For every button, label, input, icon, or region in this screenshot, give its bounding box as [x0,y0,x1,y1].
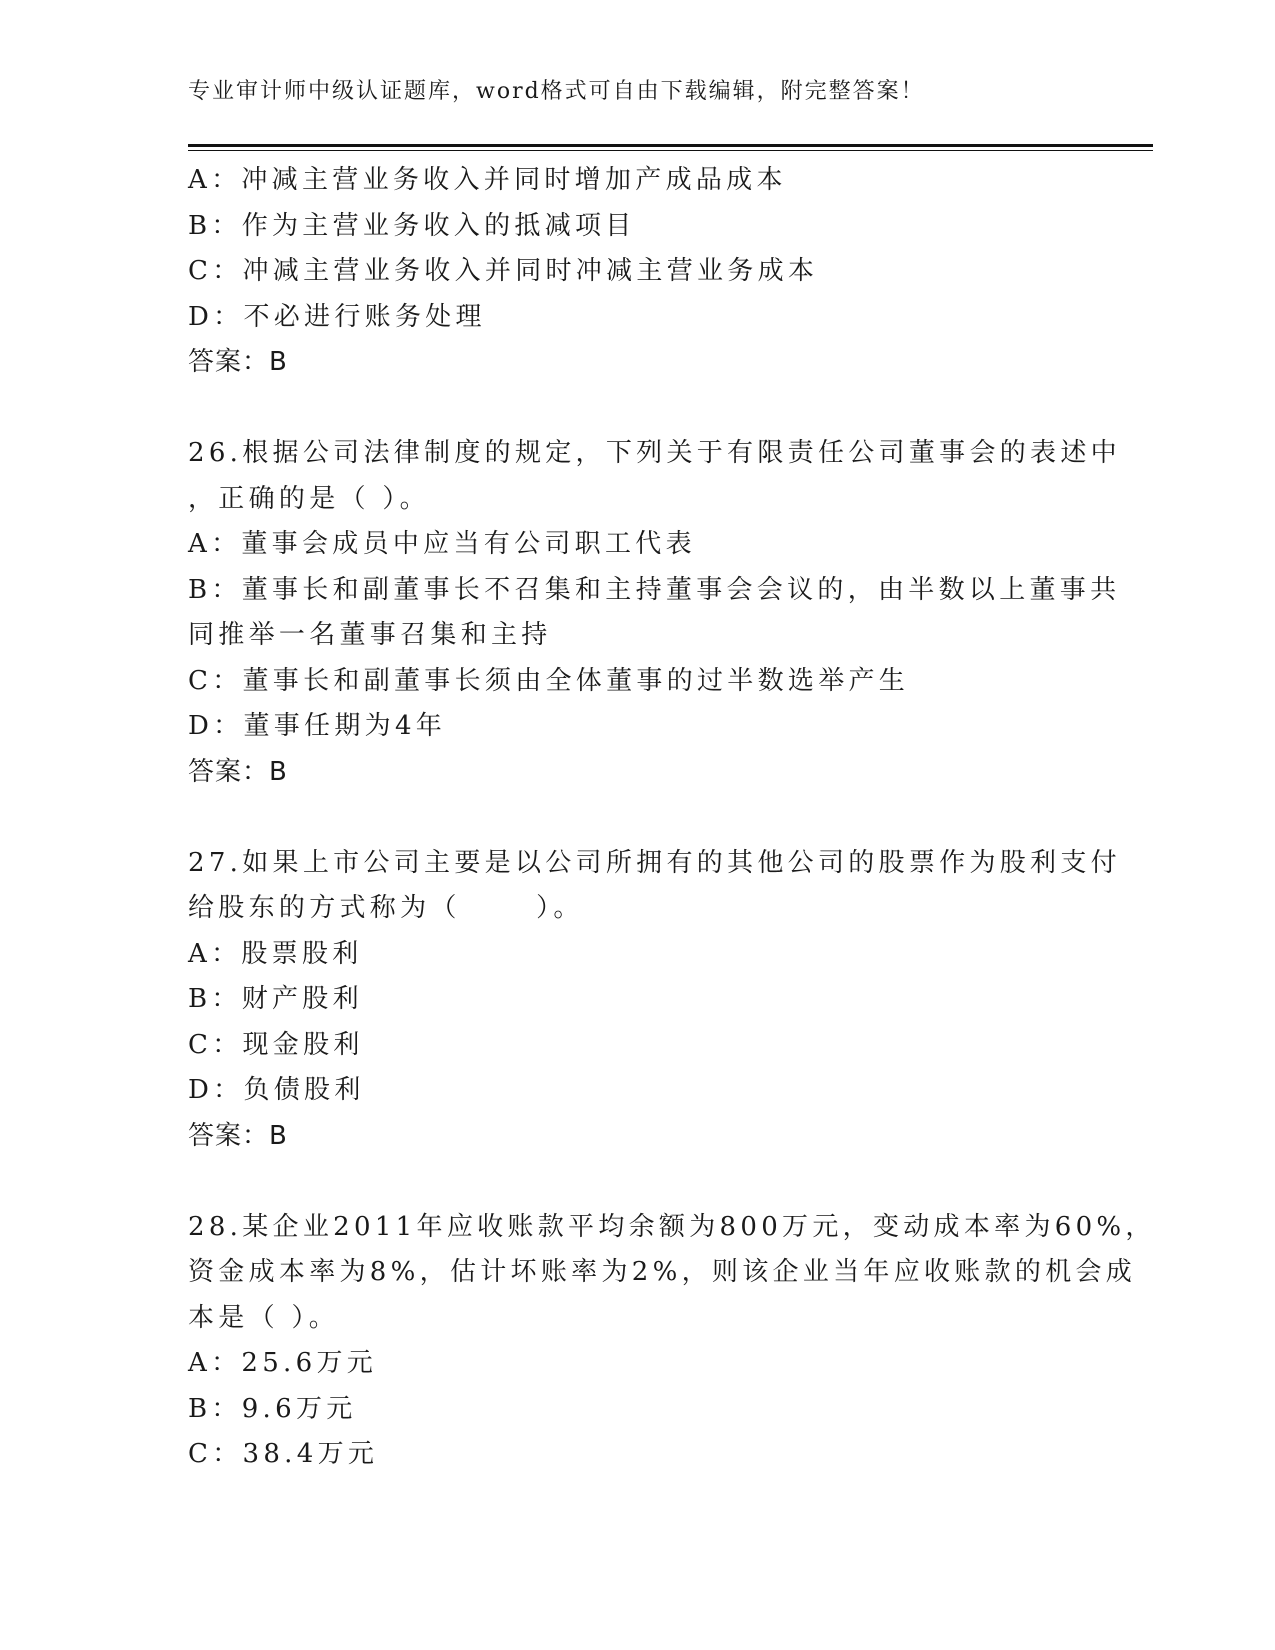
answer-text: 答案：B [188,756,288,787]
question-block [188,431,1121,795]
question-block [188,158,1088,386]
option-b-continued: 同推举一名董事召集和主持 [188,620,552,650]
option-c: C：冲减主营业务收入并同时冲减主营业务成本 [188,256,819,286]
option-d: D：负债股利 [188,1075,365,1105]
option-c: C：董事长和副董事长须由全体董事的过半数选举产生 [188,665,910,696]
page-header: 专业审计师中级认证题库，word格式可自由下载编辑，附完整答案！ [188,79,925,104]
header-rule-thick [188,144,1153,147]
question-stem: 给股东的方式称为（ ）。 [188,893,584,923]
question-stem: 26.根据公司法律制度的规定，下列关于有限责任公司董事会的表述中 [188,438,1121,468]
header-rule-thin [188,150,1153,151]
question-block [188,841,1121,1160]
option-b: B：9.6万元 [188,1393,357,1424]
option-d: D：董事任期为4年 [188,711,447,741]
option-d: D：不必进行账务处理 [188,301,486,332]
option-a: A：25.6万元 [188,1348,378,1378]
option-a: A：董事会成员中应当有公司职工代表 [188,529,696,559]
question-stem: 资金成本率为8%，估计坏账率为2%，则该企业当年应收账款的机会成 [188,1257,1137,1287]
question-block [188,1205,1156,1478]
answer-text: 答案：B [188,1120,288,1151]
question-stem: 本是（ ）。 [188,1302,340,1333]
option-b: B：董事长和副董事长不召集和主持董事会会议的，由半数以上董事共 [188,574,1121,605]
question-stem: 27.如果上市公司主要是以公司所拥有的其他公司的股票作为股利支付 [188,847,1121,878]
question-stem: 28.某企业2011年应收账款平均余额为800万元，变动成本率为60%， [188,1211,1156,1242]
option-b: B：财产股利 [188,984,363,1014]
option-a: A：冲减主营业务收入并同时增加产成品成本 [188,165,787,195]
option-a: A：股票股利 [188,938,363,969]
option-b: B：作为主营业务收入的抵减项目 [188,210,636,241]
question-stem: ，正确的是（ ）。 [188,483,430,514]
option-c: C：现金股利 [188,1029,364,1060]
option-c: C：38.4万元 [188,1439,379,1469]
question-list [188,158,1156,1478]
answer-text: 答案：B [188,347,288,377]
